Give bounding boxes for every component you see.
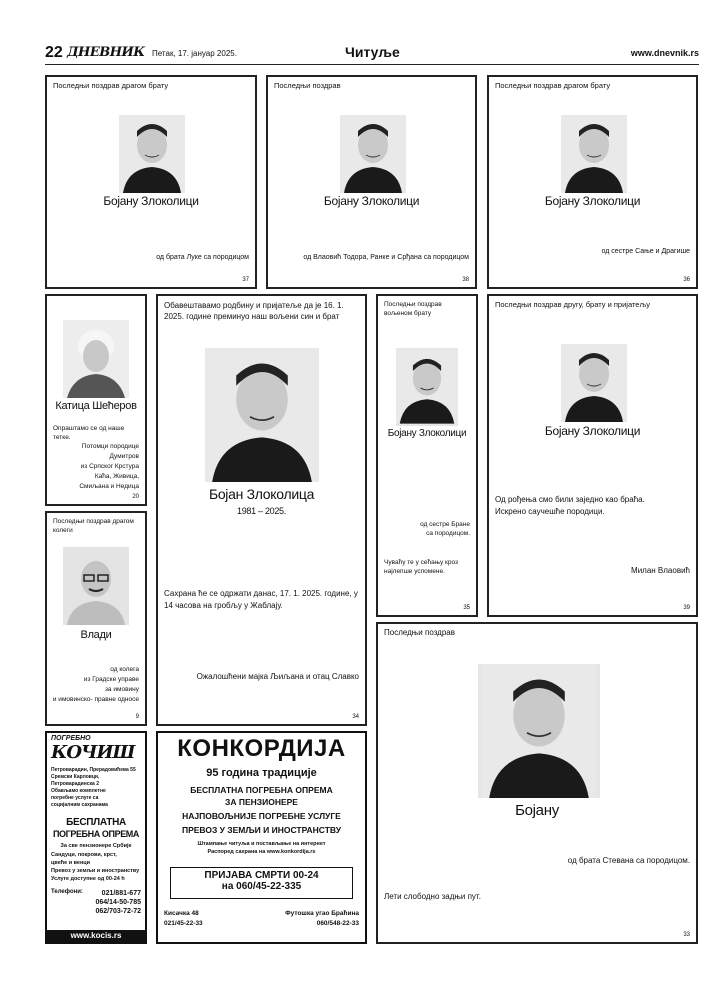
notice-caption: Обавештавамо родбину и пријатеље да је 16. 1. 2025. године преминуо наш вољени син и брат	[164, 301, 344, 321]
notice-caption: Последњи поздрав вољеном брату	[384, 301, 442, 317]
notice-number: 9	[135, 714, 139, 720]
ad-line: НАЈПОВОЉНИЈЕ ПОГРЕБНЕ УСЛУГЕ	[182, 811, 341, 821]
man-portrait-icon	[396, 348, 458, 426]
notice-text: Опраштамо се од наше тетке.	[53, 425, 125, 441]
notice-number: 39	[683, 605, 690, 611]
ad-death-report-box[interactable]: ПРИЈАВА СМРТИ 00-24 на 060/45-22-335	[170, 867, 353, 899]
funeral-home-ad-kocis	[45, 731, 147, 944]
website-link[interactable]: www.dnevnik.rs	[630, 48, 699, 58]
notice-number: 34	[352, 714, 359, 720]
notice-sender: Милан Влаовић	[631, 566, 690, 575]
ad-headline: БЕСПЛАТНА	[66, 817, 126, 828]
notice-sender: од Влаовић Тодора, Ранке и Срђана са породицом	[303, 254, 469, 261]
woman-portrait-icon	[63, 320, 129, 398]
ad-small-text: Штампање читуља и постављање на интернет	[197, 841, 326, 847]
ad-line: ПРЕВОЗ У ЗЕМЉИ И ИНОСТРАНСТВУ	[181, 825, 342, 835]
notice-sender: од сестре Бране са породицом.	[420, 521, 470, 537]
man-portrait-icon	[119, 115, 185, 193]
notice-number: 36	[683, 277, 690, 283]
deceased-name: Влади	[80, 629, 112, 641]
man-with-glasses-portrait-icon	[63, 547, 129, 625]
funeral-info: Сахрана ће се одржати данас, 17. 1. 2025. године, у 14 часова на гробљу у Жаблају.	[164, 589, 358, 610]
notice-caption: Последњи поздрав драгом брату	[495, 81, 611, 90]
obituary-notice	[266, 75, 477, 289]
obituary-notice	[487, 75, 698, 289]
portrait-photo	[396, 348, 458, 426]
notice-caption: Последњи поздрав	[384, 628, 455, 637]
obituary-notice	[156, 294, 367, 726]
notice-sender: од брата Стевана са породицом.	[567, 856, 690, 865]
deceased-name: Бојану Злоколици	[103, 194, 199, 208]
obituary-notice	[376, 622, 698, 944]
newspaper-logo: ДНЕВНИК	[67, 45, 145, 60]
life-years: 1981 – 2025.	[237, 506, 286, 516]
portrait-photo	[63, 547, 129, 625]
deceased-name: Катица Шећеров	[55, 400, 137, 412]
deceased-name: Бојану Злоколици	[544, 194, 641, 208]
notice-sender: од колега из Градске управе за имовину и имовинско- правне односе	[52, 666, 139, 703]
man-portrait-icon	[561, 344, 627, 422]
ad-subline: За све пензионере Србије	[60, 843, 132, 849]
ad-top-label: ПОГРЕБНО	[51, 735, 91, 742]
ad-website[interactable]: www.kocis.rs	[47, 930, 145, 942]
notice-text: Чуваћу те у сећању кроз најлепше успомене.	[384, 559, 459, 575]
notice-number: 38	[462, 277, 469, 283]
man-portrait-icon	[478, 664, 600, 798]
obituary-notice	[376, 294, 478, 617]
obituary-notice	[45, 294, 147, 506]
obituary-notice	[45, 511, 147, 726]
portrait-photo	[561, 115, 627, 193]
notice-number: 37	[242, 277, 249, 283]
ad-phone-list: 021/881-677 064/14-50-785 062/703-72-72	[95, 890, 141, 915]
deceased-name: Бојану	[515, 802, 559, 819]
notice-caption: Последњи поздрав драгом колеги	[53, 518, 134, 534]
ad-address-right: Футошка угао Браћина 060/548-22-33	[285, 910, 359, 927]
deceased-name: Бојану Злоколици	[323, 194, 420, 208]
man-portrait-icon	[205, 348, 319, 482]
ad-service-list: Сандуци, покрови, крст, цвеће и венци Превоз у земљи и иностранству Услуге доступне од 00-24 h	[51, 852, 140, 882]
ad-brand: КОЧИШ	[51, 742, 135, 763]
obituary-notice	[45, 75, 257, 289]
notice-number: 33	[683, 932, 690, 938]
portrait-photo	[119, 115, 185, 193]
deceased-name: Бојан Злоколица	[208, 486, 315, 502]
funeral-home-ad-konkordija	[156, 731, 367, 944]
ad-address-block: Петроварадин, Прерадовићева 55 Сремски Карловци, Петроварадинска 2 Обављамо комплетне погребне услуге са социјалним сахранама	[51, 767, 136, 808]
portrait-photo	[561, 344, 627, 422]
man-portrait-icon	[561, 115, 627, 193]
ad-tradition: 95 година традиције	[206, 767, 317, 779]
portrait-photo	[63, 320, 129, 398]
deceased-name: Бојану Злоколици	[387, 428, 467, 439]
notice-number: 35	[463, 605, 470, 611]
ad-small-text: Распоред сахрана на www.konkordija.rs	[207, 849, 316, 855]
portrait-photo	[340, 115, 406, 193]
ad-brand: КОНКОРДИЈА	[177, 735, 346, 762]
page-number: 22	[45, 44, 63, 61]
notice-caption: Последњи поздрав другу, брату и пријатељу	[495, 300, 651, 309]
notice-caption: Последњи поздрав	[274, 81, 341, 90]
obituary-notice	[487, 294, 698, 617]
ad-line: ЗА ПЕНЗИОНЕРЕ	[225, 797, 298, 807]
notice-caption: Последњи поздрав драгом брату	[53, 81, 169, 90]
ad-line: БЕСПЛАТНА ПОГРЕБНА ОПРЕМА	[190, 785, 333, 795]
ad-phones-label: Телефони:	[51, 889, 83, 895]
notice-sender: од брата Луке са породицом	[156, 254, 249, 261]
portrait-photo	[205, 348, 319, 482]
portrait-photo	[478, 664, 600, 798]
notice-sender: Ожалошћени мајка Љиљана и отац Славко	[196, 672, 359, 681]
notice-sender: од сестре Сање и Драгише	[601, 248, 690, 255]
deceased-name: Бојану Злоколици	[544, 424, 641, 438]
notice-text: Од рођења смо били заједно као браћа. Искрено саучешће породици.	[495, 495, 645, 516]
page-header	[45, 44, 699, 65]
notice-text: Лети слободно задњи пут.	[384, 892, 481, 901]
ad-headline: ПОГРЕБНА ОПРЕМА	[52, 829, 140, 839]
notice-number: 20	[132, 494, 139, 500]
ad-address-left: Кисачка 48 021/45-22-33	[164, 910, 203, 927]
issue-date: Петак, 17. јануар 2025.	[152, 49, 237, 58]
section-title: Читуље	[345, 44, 400, 60]
notice-sender: Потомци породице Думитров из Српског Крстура Каћа, Живица, Смиљана и Недица	[79, 443, 139, 490]
man-portrait-icon	[340, 115, 406, 193]
